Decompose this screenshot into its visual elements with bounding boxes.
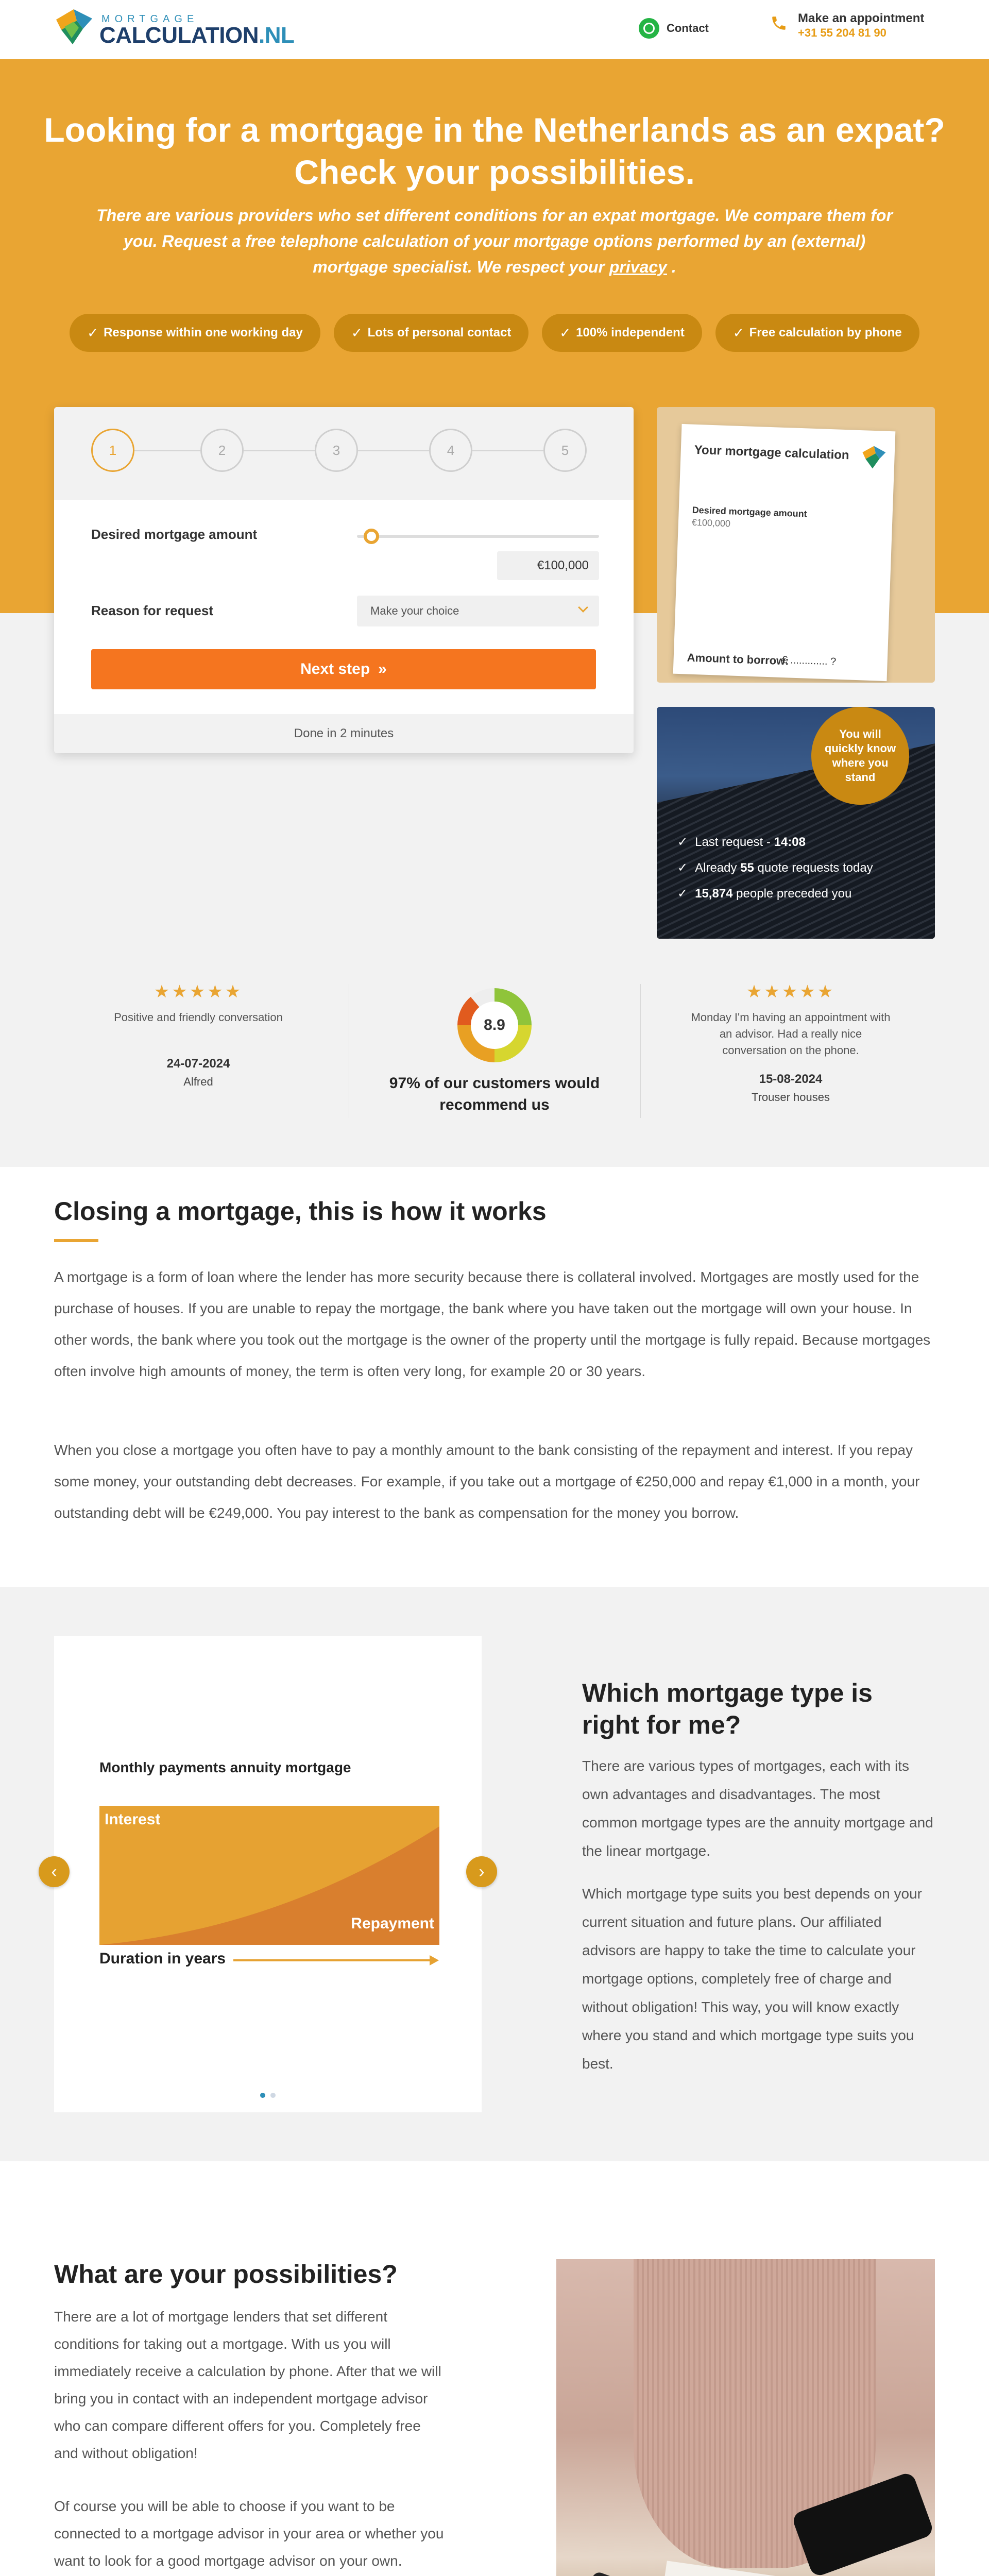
check-icon: ✓ (87, 325, 99, 341)
amount-label: Desired mortgage amount (91, 527, 258, 542)
how-it-works-title: Closing a mortgage, this is how it works (54, 1197, 547, 1226)
score-donut (457, 988, 532, 1062)
star-rating-icon: ★★★★★ (746, 982, 835, 1002)
usp-badge-label: 100% independent (576, 326, 685, 340)
appointment-phone: +31 55 204 81 90 (798, 26, 886, 39)
form-footer-text: Done in 2 minutes (54, 714, 634, 753)
usp-badge (542, 314, 702, 352)
site-logo[interactable] (54, 6, 312, 47)
stat-requests-today (677, 860, 873, 875)
score-value: 8.9 (471, 1002, 518, 1049)
how-paragraph-2: When you close a mortgage you often have to pay a monthly amount to the bank consisting of the repayment and interest. If you repay some money, your outstanding debt decreases. For example, if you take out a mortgage of €250,000 and repay €1,000 in a month, your outstanding debt will be €249,000. You pay interest to the bank as compensation for the money you borrow. (54, 1442, 920, 1521)
phone-icon (770, 14, 788, 32)
amount-slider-track[interactable] (357, 535, 599, 538)
next-step-label: Next step (300, 660, 370, 677)
stat-text: Already (695, 860, 741, 875)
mortgage-type-paragraph-2: Which mortgage type suits you best depends on your current situation and future plans. Our affiliated advisors are happy to take the time to calculate your mortgage options, completely free of charge and without obligation! This way, you will know exactly where you stand and which mortgage type suits you best. (582, 1886, 922, 2072)
chart-x-label: Duration in years (99, 1950, 226, 1967)
possibilities-paragraph-1: There are a lot of mortgage lenders that set different conditions for taking out a mortgage. With us you will immediately receive a calculation by phone. After that we will bring you in contact with an independent mortgage advisor who can compare different offers for you. Completely free and without obligation! (54, 2309, 441, 2461)
stat-people-preceded (677, 886, 851, 901)
stat-value: 14:08 (774, 835, 806, 849)
carousel-dot-active[interactable] (260, 2093, 265, 2098)
check-icon: ✓ (677, 861, 688, 875)
calculation-preview-card (657, 407, 935, 683)
logo-top-text: MORTGAGE (101, 13, 199, 25)
usp-badge-label: Free calculation by phone (749, 326, 902, 340)
chart-x-arrow (233, 1959, 437, 1961)
mortgage-type-paragraph-1: There are various types of mortgages, each with its own advantages and disadvantages. The most common mortgage types are the annuity mortgage and the linear mortgage. (582, 1758, 933, 1859)
logo-mark-icon (54, 6, 94, 46)
review-date: 24-07-2024 (166, 1057, 230, 1071)
amount-value[interactable]: €100,000 (497, 551, 599, 580)
calc-amount-value: €100,000 (691, 517, 731, 529)
step-3: 3 (315, 429, 358, 472)
contact-link[interactable] (639, 15, 709, 41)
site-header (0, 0, 989, 59)
stat-text: quote requests today (754, 860, 873, 875)
reason-select[interactable] (357, 596, 599, 626)
mortgage-type-title: Which mortgage type is right for me? (582, 1679, 873, 1739)
usp-badge (70, 314, 320, 352)
review-date: 15-08-2024 (759, 1072, 823, 1086)
step-connector (358, 450, 429, 451)
hero-subtitle-end: . (671, 258, 676, 276)
step-connector (472, 450, 543, 451)
review-quote: Positive and friendly conversation (114, 1011, 283, 1024)
title-underline (54, 1239, 98, 1242)
carousel-dot[interactable] (270, 2093, 276, 2098)
stat-value: 55 (740, 860, 754, 875)
star-rating-icon: ★★★★★ (154, 982, 243, 1002)
hero-subtitle (93, 202, 896, 280)
hero-title: Looking for a mortgage in the Netherlands as an expat? Check your possibilities. (44, 111, 945, 191)
logo-main-text (99, 24, 294, 47)
step-2: 2 (200, 429, 244, 472)
step-4: 4 (429, 429, 472, 472)
chevron-down-icon (578, 602, 588, 613)
amount-slider-handle[interactable] (364, 529, 379, 544)
double-chevron-right-icon: » (378, 660, 387, 677)
hero-subtitle-text: There are various providers who set different conditions for an expat mortgage. We compare them for you. Request a free telephone calculation of your mortgage options performed by an (external) mortgage specialist. We respect your (96, 206, 893, 276)
quick-know-badge: You will quickly know where you stand (811, 707, 909, 805)
possibilities-title: What are your possibilities? (54, 2260, 398, 2289)
whatsapp-icon (639, 18, 659, 39)
usp-badge-label: Lots of personal contact (367, 326, 511, 340)
calc-borrow-value: € ............. ? (781, 654, 837, 668)
calculation-paper (673, 424, 896, 681)
next-step-button[interactable] (91, 649, 596, 689)
how-paragraph-1: A mortgage is a form of loan where the lender has more security because there is collateral involved. Mortgages are mostly used for the purchase of houses. If you are unable to repay the mortgage, the bank where you have taken out the mortgage will own your house. In other words, the bank where you took out the mortgage is the owner of the property until the mortgage is fully repaid. Because mortgages often involve high amounts of money, the term is often very long, for example 20 or 30 years. (54, 1269, 931, 1379)
annuity-chart (99, 1806, 439, 1945)
recommend-text: 97% of our customers would recommend us (389, 1075, 600, 1113)
logo-main-b: .NL (258, 23, 295, 48)
appointment-title: Make an appointment (798, 11, 925, 25)
calc-amount-label: Desired mortgage amount (692, 504, 808, 519)
usp-badge (334, 314, 529, 352)
stat-value: 15,874 (695, 886, 733, 901)
stat-last-request (677, 835, 806, 850)
review-author: Alfred (183, 1075, 213, 1088)
stat-text: people preceded you (732, 886, 852, 901)
review-left (54, 981, 343, 1089)
privacy-link[interactable]: privacy (609, 258, 667, 276)
step-connector (244, 450, 315, 451)
step-connector (134, 450, 200, 451)
mortgage-chart-carousel (54, 1636, 482, 2112)
form-stepper (54, 407, 634, 500)
appointment-link[interactable] (770, 11, 924, 40)
usp-badge (715, 314, 919, 352)
check-icon: ✓ (677, 887, 688, 901)
step-5: 5 (543, 429, 587, 472)
step-1: 1 (91, 429, 134, 472)
review-author: Trouser houses (751, 1091, 830, 1104)
carousel-next-button[interactable]: › (466, 1856, 497, 1887)
check-icon: ✓ (351, 325, 363, 341)
check-icon: ✓ (559, 325, 571, 341)
chart-repayment-label: Repayment (351, 1915, 434, 1932)
reason-select-value: Make your choice (370, 604, 459, 617)
usp-badges (0, 314, 989, 352)
reason-label: Reason for request (91, 603, 213, 618)
check-icon: ✓ (732, 325, 744, 341)
carousel-prev-button[interactable]: ‹ (39, 1856, 70, 1887)
divider (640, 984, 641, 1118)
usp-badge-label: Response within one working day (104, 326, 303, 340)
check-icon: ✓ (677, 835, 688, 849)
contact-label: Contact (667, 22, 709, 35)
review-right (646, 981, 935, 1104)
chart-interest-label: Interest (105, 1811, 161, 1828)
calc-borrow-label: Amount to borrow: (687, 651, 790, 668)
review-quote: Monday I'm having an appointment with an advisor. Had a really nice conversation on the phone. (691, 1011, 891, 1057)
house-photo-card (657, 707, 935, 939)
logo-mark-icon (861, 444, 888, 470)
chart-title: Monthly payments annuity mortgage (99, 1759, 351, 1775)
calc-title: Your mortgage calculation (694, 443, 850, 463)
possibilities-paragraph-2: Of course you will be able to choose if you want to be connected to a mortgage advisor in your area or whether you want to look for a good mortgage advisor on your own. (54, 2498, 444, 2569)
calculator-photo (556, 2259, 935, 2576)
mortgage-form-card (54, 407, 634, 753)
logo-main-a: CALCULATION (99, 23, 259, 48)
stat-text: Last request - (695, 835, 774, 849)
